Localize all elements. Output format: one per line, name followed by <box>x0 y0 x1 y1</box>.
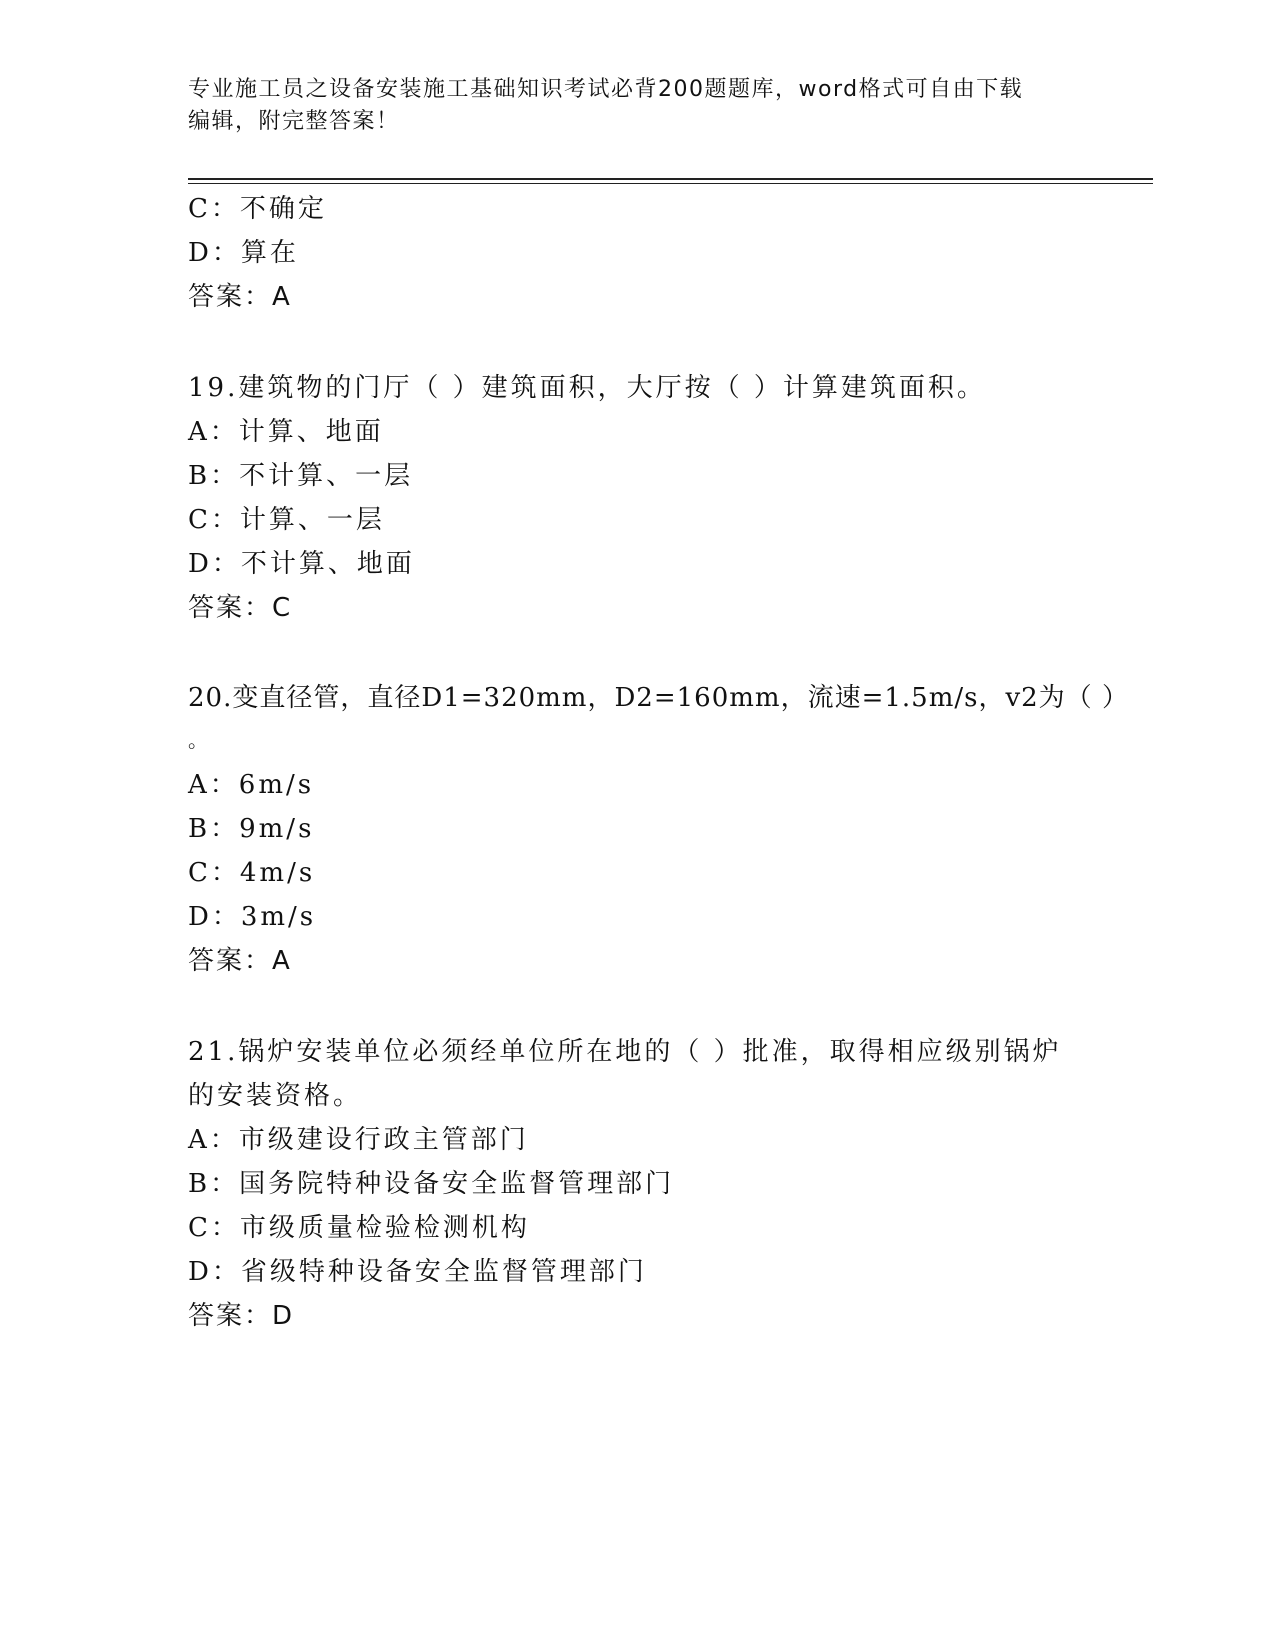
header-divider-thin <box>188 183 1153 184</box>
header-title-line-2: 编辑，附完整答案！ <box>188 109 400 134</box>
q21-option-b: B：国务院特种设备安全监督管理部门 <box>188 1169 675 1199</box>
q18-option-c: C：不确定 <box>188 194 327 224</box>
q20-stem-line-1: 20.变直径管，直径D1=320mm，D2=160mm，流速=1.5m/s，v2为（ ） <box>188 683 1129 713</box>
q19-stem: 19.建筑物的门厅（ ）建筑面积，大厅按（ ）计算建筑面积。 <box>188 373 986 403</box>
q19-answer: 答案：C <box>188 593 293 623</box>
q20-option-c: C：4m/s <box>188 858 316 888</box>
q20-option-d: D：3m/s <box>188 902 317 932</box>
q18-answer: 答案：A <box>188 282 292 312</box>
q21-answer: 答案：D <box>188 1301 295 1331</box>
document-header <box>188 74 1078 138</box>
q20-option-a: A：6m/s <box>188 770 315 800</box>
q19-option-d: D：不计算、地面 <box>188 549 415 579</box>
q21-option-c: C：市级质量检验检测机构 <box>188 1213 530 1243</box>
q20-option-b: B：9m/s <box>188 814 315 844</box>
q18-option-d: D：算在 <box>188 238 299 268</box>
header-title-line-1: 专业施工员之设备安装施工基础知识考试必背200题题库，word格式可自由下载 <box>188 77 1024 102</box>
q20-stem-line-2: 。 <box>188 728 211 752</box>
q19-option-c: C：计算、一层 <box>188 505 385 535</box>
q21-stem-line-2: 的安装资格。 <box>188 1081 363 1111</box>
q19-option-a: A：计算、地面 <box>188 417 384 447</box>
q21-option-a: A：市级建设行政主管部门 <box>188 1125 529 1155</box>
q19-option-b: B：不计算、一层 <box>188 461 414 491</box>
q21-option-d: D：省级特种设备安全监督管理部门 <box>188 1257 647 1287</box>
q20-answer: 答案：A <box>188 946 292 976</box>
q21-stem-line-1: 21.锅炉安装单位必须经单位所在地的（ ）批准，取得相应级别锅炉 <box>188 1037 1062 1067</box>
header-divider-thick <box>188 178 1153 180</box>
